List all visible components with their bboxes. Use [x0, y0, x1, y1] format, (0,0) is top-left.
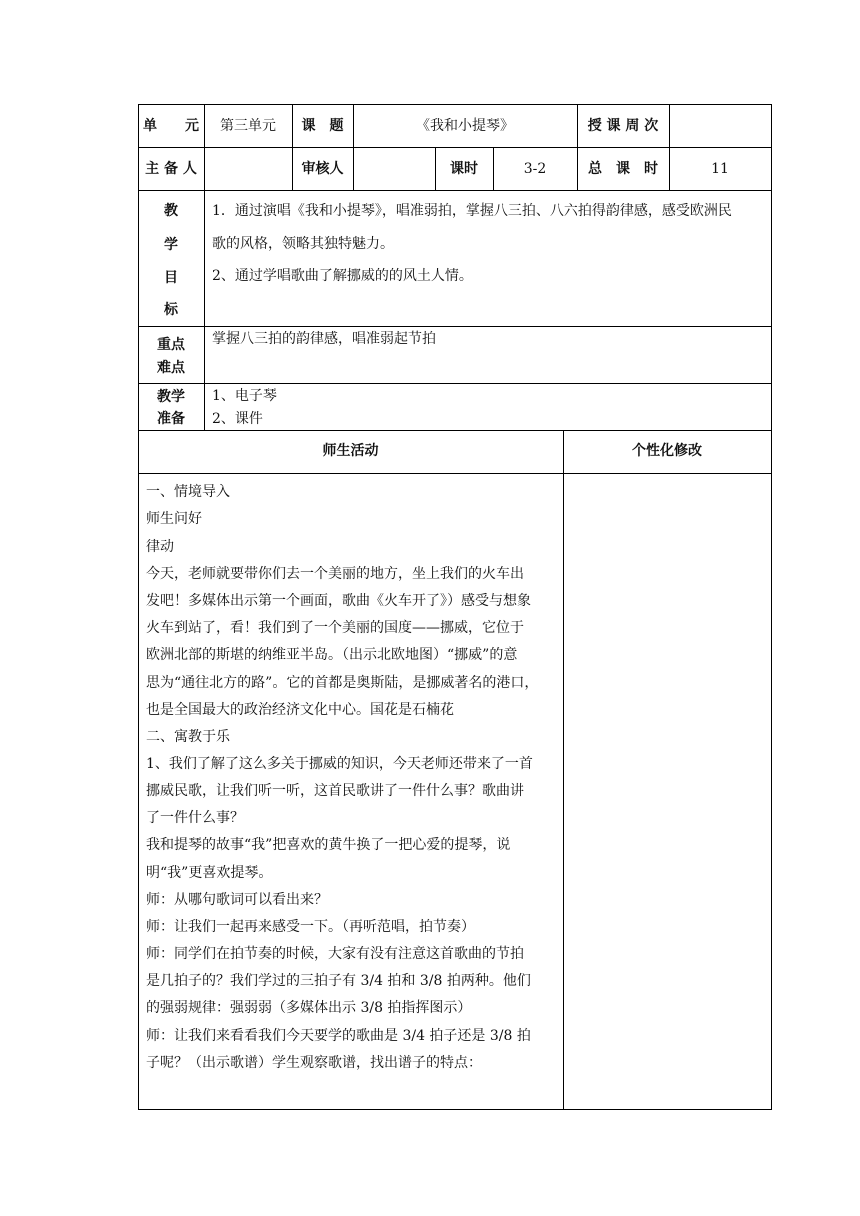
objectives-label-char: 目	[164, 270, 178, 286]
table-border	[669, 104, 670, 190]
activity-line: 今天，老师就要带你们去一个美丽的地方，坐上我们的火车出	[146, 566, 524, 582]
activity-line: 师：同学们在拍节奏的时候，大家有没有注意这首歌曲的节拍	[146, 946, 524, 962]
activity-line: 火车到站了，看！我们到了一个美丽的国度——挪威，它位于	[146, 620, 524, 636]
table-border	[292, 104, 293, 190]
activity-line: 二、寓教于乐	[146, 729, 230, 745]
table-border	[138, 383, 772, 384]
unit-label: 单 元	[143, 118, 199, 134]
activity-line: 师生问好	[146, 511, 202, 527]
table-border	[138, 147, 772, 148]
total-value: 11	[711, 161, 729, 177]
activity-line: 我和提琴的故事“我”把喜欢的黄牛换了一把心爱的提琴，说	[146, 837, 511, 853]
activity-line: 思为“通往北方的路”。它的首都是奥斯陆，是挪威著名的港口，	[146, 675, 539, 691]
activity-line: 明“我”更喜欢提琴。	[146, 865, 273, 881]
activity-line: 师：让我们来看看我们今天要学的歌曲是 3/4 拍子还是 3/8 拍	[146, 1028, 531, 1044]
activity-line: 也是全国最大的政治经济文化中心。国花是石楠花	[146, 702, 454, 718]
table-border	[353, 104, 354, 190]
table-border	[138, 473, 772, 474]
modification-column-header: 个性化修改	[632, 443, 702, 459]
topic-label: 课 题	[301, 118, 344, 134]
table-border	[138, 326, 772, 327]
table-border	[563, 430, 564, 1110]
table-border	[771, 104, 772, 1110]
objective-line: 2、通过学唱歌曲了解挪威的的风土人情。	[212, 268, 473, 284]
activity-line: 1、我们了解了这么多关于挪威的知识，今天老师还带来了一首	[146, 756, 533, 772]
table-border	[138, 190, 772, 191]
table-border	[204, 190, 205, 430]
activity-line: 一、情境导入	[146, 484, 230, 500]
table-border	[138, 1109, 772, 1110]
activity-line: 律动	[146, 539, 174, 555]
objectives-label-char: 教	[164, 203, 178, 219]
objective-line: 歌的风格，领略其独特魅力。	[212, 236, 394, 252]
table-border	[138, 104, 139, 1110]
topic-value: 《我和小提琴》	[416, 118, 514, 134]
table-border	[204, 104, 205, 190]
activity-line: 了一件什么事？	[146, 810, 244, 826]
preparation-label: 教学	[157, 389, 185, 405]
objectives-label-char: 学	[164, 237, 178, 253]
preparation-item: 2、课件	[212, 411, 263, 427]
table-border	[138, 430, 772, 431]
reviewer-label: 审核人	[301, 161, 344, 177]
activity-column-header: 师生活动	[322, 443, 379, 459]
table-border	[138, 104, 772, 105]
week-label: 授 课 周 次	[587, 118, 659, 134]
objective-line: 1．通过演唱《我和小提琴》，唱准弱拍，掌握八三拍、八六拍得韵律感，感受欧洲民	[212, 203, 732, 219]
keypoints-label: 重点	[157, 337, 185, 353]
preparation-label: 准备	[157, 411, 185, 427]
period-label: 课时	[450, 161, 478, 177]
unit-value: 第三单元	[220, 118, 276, 134]
activity-line: 发吧！多媒体出示第一个画面，歌曲《火车开了》）感受与想象	[146, 593, 531, 609]
table-border	[577, 104, 578, 190]
period-value: 3-2	[523, 161, 547, 177]
preparer-label: 主 备 人	[145, 161, 197, 177]
activity-line: 子呢？（出示歌谱）学生观察歌谱，找出谱子的特点：	[146, 1055, 482, 1071]
keypoints-text: 掌握八三拍的韵律感，唱准弱起节拍	[212, 331, 436, 347]
activity-line: 是几拍子的？我们学过的三拍子有 3/4 拍和 3/8 拍两种。他们	[146, 973, 531, 989]
activity-line: 的强弱规律：强弱弱（多媒体出示 3/8 拍指挥图示）	[146, 1000, 472, 1016]
activity-line: 师：让我们一起再来感受一下。（再听范唱，拍节奏）	[146, 919, 475, 935]
objectives-label-char: 标	[164, 302, 178, 318]
keypoints-label: 难点	[157, 360, 185, 376]
activity-line: 师：从哪句歌词可以看出来？	[146, 892, 328, 908]
activity-line: 欧洲北部的斯堪的纳维亚半岛。（出示北欧地图）“挪威”的意	[146, 647, 518, 663]
total-label: 总 课 时	[588, 161, 658, 177]
preparation-item: 1、电子琴	[212, 388, 277, 404]
activity-line: 挪威民歌，让我们听一听，这首民歌讲了一件什么事？歌曲讲	[146, 783, 524, 799]
